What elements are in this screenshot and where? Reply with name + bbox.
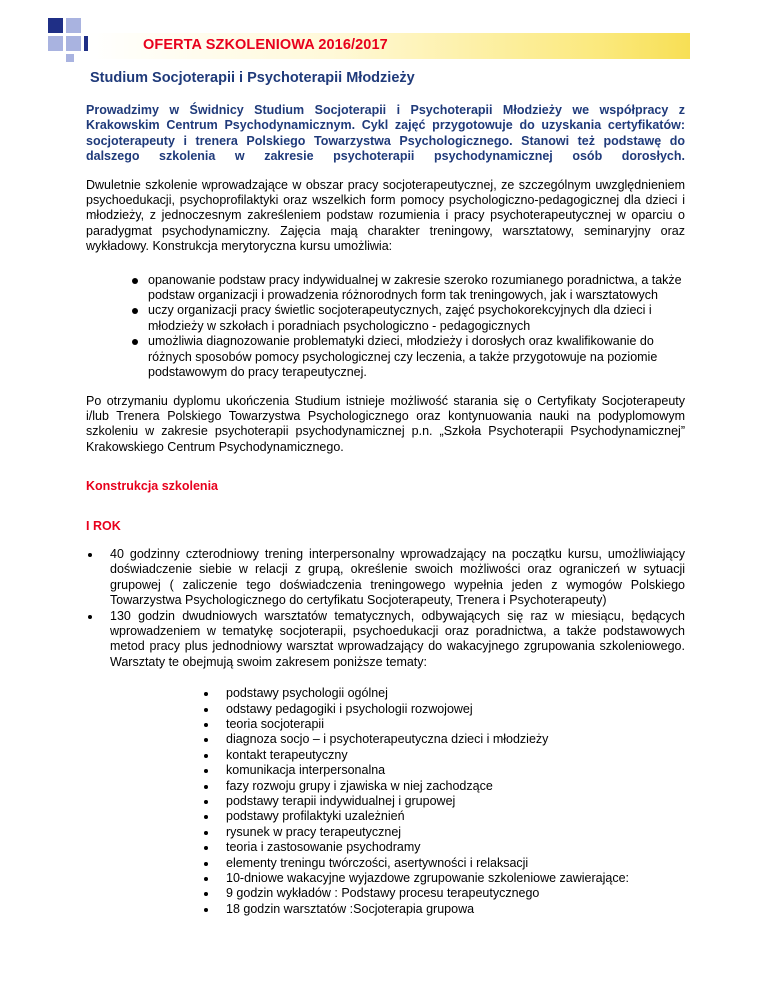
list-item: odstawy pedagogiki i psychologii rozwojowej — [226, 702, 685, 717]
list-item: rysunek w pracy terapeutycznej — [226, 825, 685, 840]
list-item: podstawy profilaktyki uzależnień — [226, 809, 685, 824]
certificates-paragraph: Po otrzymaniu dyplomu ukończenia Studium istnieje możliwość starania się o Certyfikaty Socjoterapeuty i/lub Trenera Polskiego Towarzystwa Psychologicznego oraz kontynuowania nauki na podyplomowym szkoleniu w zakresie psychoterapii psychodynamicznej p.n. „Szkoła Psychoterapii Psychodynamicznej” Krakowskiego Centrum Psychodynamicznego. — [86, 393, 685, 454]
list-item: 40 godzinny czterodniowy trening interpersonalny wprowadzający na początku kursu, umożliwiający doświadczenie siebie w relacji z grupą, określenie swoich możliwości oraz ograniczeń w sytuacji grupowej ( zaliczenie tego doświadczenia treningowego wypełnia jeden z wymogów Polskiego Towarzystwa Psychologicznego do certyfikatu Socjoterapeuty, Trenera i Psychoterapeuty) — [110, 546, 685, 608]
year-heading: I ROK — [86, 518, 121, 533]
list-item: diagnoza socjo – i psychoterapeutyczna dzieci i młodzieży — [226, 732, 685, 747]
list-item: kontakt terapeutyczny — [226, 748, 685, 763]
list-item: podstawy terapii indywidualnej i grupowej — [226, 794, 685, 809]
topics-list — [226, 686, 685, 917]
list-item: uczy organizacji pracy świetlic socjoterapeutycznych, zajęć psychokorekcyjnych dla dzieci i młodzieży w szkołach i poradniach psychologiczno - pedagogicznych — [148, 303, 685, 334]
list-item: 9 godzin wykładów : Podstawy procesu terapeutycznego — [226, 886, 685, 901]
list-item: 18 godzin warsztatów :Socjoterapia grupowa — [226, 902, 685, 917]
list-item: 10-dniowe wakacyjne wyjazdowe zgrupowanie szkoleniowe zawierające: — [226, 871, 685, 886]
list-item: teoria i zastosowanie psychodramy — [226, 840, 685, 855]
list-item: fazy rozwoju grupy i zjawiska w niej zachodzące — [226, 779, 685, 794]
header-title: OFERTA SZKOLENIOWA 2016/2017 — [143, 37, 388, 53]
abilities-list — [148, 273, 685, 381]
intro-paragraph: Prowadzimy w Świdnicy Studium Socjoterapii i Psychoterapii Młodzieży we współpracy z Krakowskim Centrum Psychodynamicznym. Cykl zajęć przygotowuje do uzyskania certyfikatów: socjoterapeuty i trenera Polskiego Towarzystwa Psychologicznego. Stanowi też podstawę do dalszego szkolenia w zakresie psychoterapii psychodynamicznej osób dorosłych. — [86, 103, 685, 164]
list-item: umożliwia diagnozowanie problematyki dzieci, młodzieży i dorosłych oraz kwalifikowanie do różnych sposobów pomocy psychologicznej czy leczenia, a także przygotowuje na poziomie podstawowym do pracy terapeutycznej. — [148, 334, 685, 380]
description-paragraph: Dwuletnie szkolenie wprowadzające w obszar pracy socjoterapeutycznej, ze szczególnym uwzględnieniem psychoedukacji, psychoprofilaktyki oraz wszelkich form pomocy psychologiczno-pedagogicznej dla dzieci i młodzieży, z jednoczesnym zakreśleniem podstaw rozumienia i pracy psychoterapeutycznej w oparciu o paradygmat psychodynamiczny. Zajęcia mają charakter treningowy, warsztatowy, seminaryjny oraz wykładowy. Konstrukcja merytoryczna kursu umożliwia: — [86, 177, 685, 254]
list-item: teoria socjoterapii — [226, 717, 685, 732]
document-title: Studium Socjoterapii i Psychoterapii Młodzieży — [90, 70, 415, 86]
document-body — [86, 103, 685, 917]
list-item: komunikacja interpersonalna — [226, 763, 685, 778]
list-item: opanowanie podstaw pracy indywidualnej w zakresie szeroko rozumianego poradnictwa, a także podstaw organizacji i prowadzenia różnorodnych form tak treningowych, jak i warsztatowych — [148, 273, 685, 304]
list-item: podstawy psychologii ogólnej — [226, 686, 685, 701]
year-items-list — [110, 547, 685, 670]
construction-heading: Konstrukcja szkolenia — [86, 479, 218, 494]
list-item: 130 godzin dwudniowych warsztatów tematycznych, odbywających się raz w miesiącu, będących wprowadzeniem w tematykę socjoterapii, psychoedukacji oraz poradnictwa, a także podstawowych metod pracy plus jednodniowy warsztat wprowadzający do wakacyjnego zgrupowania szkoleniowego. Warsztaty te obejmują swoim zakresem poniższe tematy: — [110, 608, 685, 669]
list-item: elementy treningu twórczości, asertywności i relaksacji — [226, 856, 685, 871]
